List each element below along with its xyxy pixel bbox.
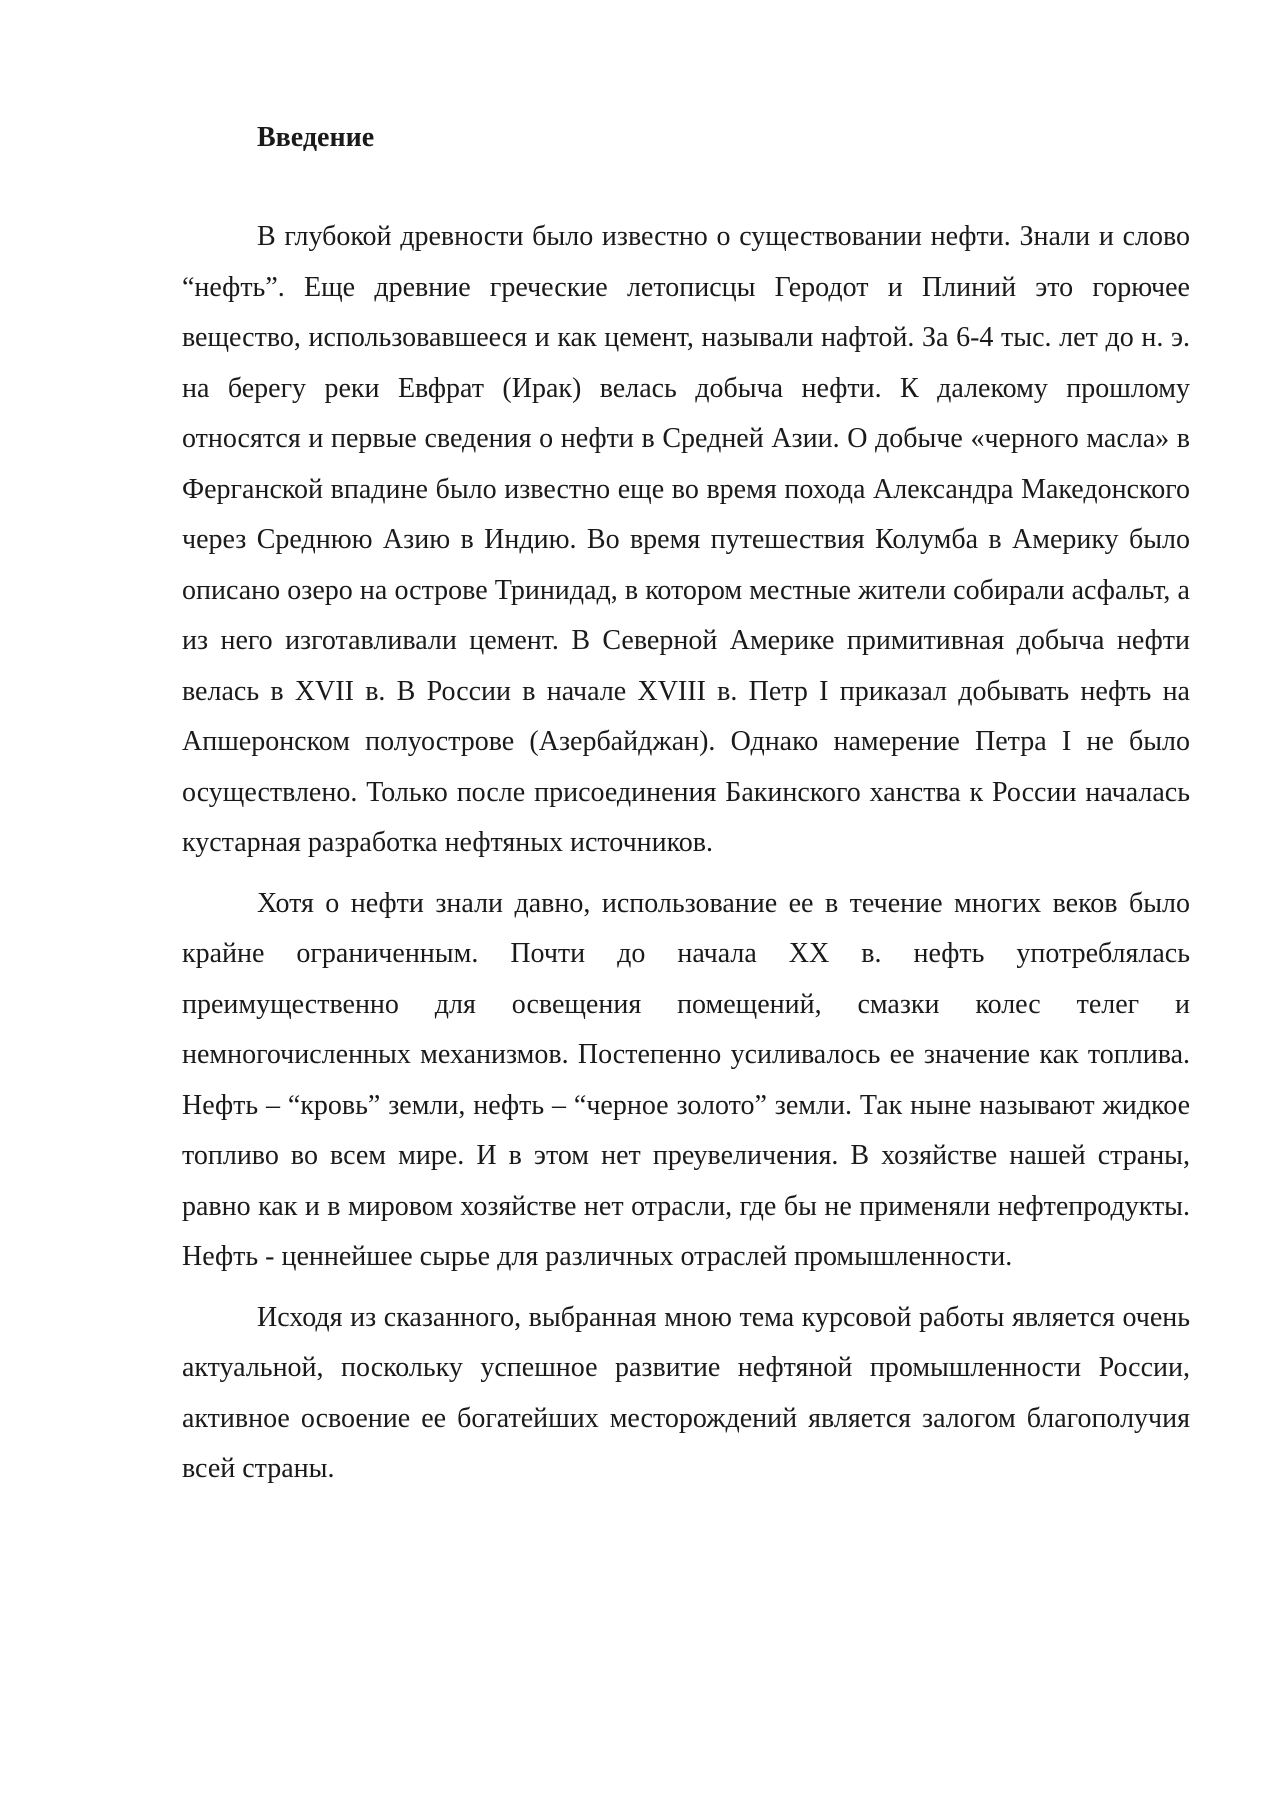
paragraph-usage: Хотя о нефти знали давно, использование ее в течение многих веков было крайне ограниченным. Почти до начала XX в. нефть употреблялась преимущественно для освещения помещений, смазки колес телег и немногочисленных механизмов. Постепенно усиливалось ее значение как топлива. Нефть – “кровь” земли, нефть – “черное золото” земли. Так ныне называют жидкое топливо во всем мире. И в этом нет преувеличения. В хозяйстве нашей страны, равно как и в мировом хозяйстве нет отрасли, где бы не применяли нефтепродукты. Нефть - ценнейшее сырье для различных отраслей промышленности. bbox=[182, 887, 1190, 1272]
paragraph-relevance: Исходя из сказанного, выбранная мною тема курсовой работы является очень актуальной, поскольку успешное развитие нефтяной промышленности России, активное освоение ее богатейших месторождений является залогом благополучия всей страны. bbox=[182, 1301, 1190, 1484]
document-body bbox=[182, 118, 1190, 1495]
paragraph-history: В глубокой древности было известно о существовании нефти. Знали и слово “нефть”. Еще древние греческие летописцы Геродот и Плиний это горючее вещество, использовавшееся и как цемент, называли нафтой. За 6-4 тыс. лет до н. э. на берегу реки Евфрат (Ирак) велась добыча нефти. К далекому прошлому относятся и первые сведения о нефти в Средней Азии. О добыче «черного масла» в Ферганской впадине было известно еще во время похода Александра Македонского через Среднюю Азию в Индию. Во время путешествия Колумба в Америку было описано озеро на острове Тринидад, в котором местные жители собирали асфальт, а из него изготавливали цемент. В Северной Америке примитивная добыча нефти велась в XVII в. В России в начале XVIII в. Петр I приказал добывать нефть на Апшеронском полуострове (Азербайджан). Однако намерение Петра I не было осуществлено. Только после присоединения Бакинского ханства к России началась кустарная разработка нефтяных источников. bbox=[182, 221, 1190, 858]
section-heading: Введение bbox=[257, 122, 375, 153]
